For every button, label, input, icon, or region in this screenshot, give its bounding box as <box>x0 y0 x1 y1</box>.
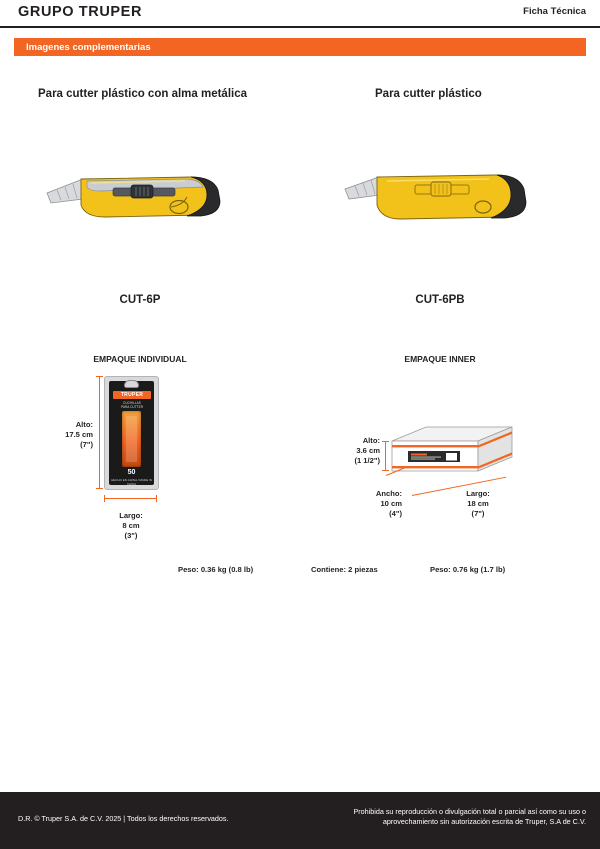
largo-label-left: Largo: <box>119 511 143 520</box>
alto-inches-left: (7") <box>80 440 93 450</box>
column-title-right: Para cutter plástico <box>375 88 482 100</box>
largo-value-left: 8 cm <box>122 521 140 531</box>
dimension-alto-left <box>38 420 93 450</box>
ancho-value-right: 10 cm <box>380 499 402 509</box>
column-title-left: Para cutter plástico con alma metálica <box>38 88 248 100</box>
packaging-title-left: EMPAQUE INDIVIDUAL <box>93 354 187 364</box>
blister-brand-logo: TRUPER <box>113 391 151 399</box>
blister-blades <box>126 416 137 462</box>
blister-text-line2: PARA CUTTER <box>120 405 144 409</box>
document-type-label: Ficha Técnica <box>523 6 586 17</box>
weight-left <box>178 565 253 574</box>
alto-label-left: Alto: <box>75 420 93 429</box>
alto-inches-right: (1 1/2") <box>354 456 380 466</box>
blister-text-line1: CUCHILLAS <box>123 401 141 405</box>
footer-copyright: D.R. © Truper S.A. de C.V. 2025 | Todos los derechos reservados. <box>18 814 229 823</box>
product-code-right: CUT-6PB <box>415 294 465 306</box>
dim-cap-alto-left-top <box>96 376 103 377</box>
ancho-inches-right: (4") <box>389 509 402 519</box>
largo-value-right: 18 cm <box>467 499 489 509</box>
weight-value-left: 0.36 kg (0.8 lb) <box>200 565 254 574</box>
inner-box-image <box>390 425 514 491</box>
blister-package-image <box>104 376 159 490</box>
blister-bottom-text: HECHO EN CHINA / MADE IN CHINA <box>111 478 152 486</box>
weight-value-right: 0.76 kg (1.7 lb) <box>452 565 506 574</box>
dim-cap-alto-right-top <box>382 441 389 442</box>
dim-line-alto-left <box>99 376 100 489</box>
footer-legal-notice: Prohibida su reproducción o divulgación total o parcial así como su uso o aprovechamiento sin autorización escrita de Truper, S.A de C.V. <box>353 807 586 827</box>
alto-label-right: Alto: <box>362 436 380 445</box>
dim-cap-alto-left-bottom <box>96 488 103 489</box>
contains-value-right: 2 piezas <box>348 565 378 574</box>
largo-label-right: Largo: <box>466 489 490 498</box>
blister-count: 50 <box>127 469 136 476</box>
dimension-alto-right <box>330 436 380 466</box>
dimension-largo-right <box>445 489 511 519</box>
contains-right <box>311 565 378 574</box>
contains-label-right: Contiene: <box>311 565 347 574</box>
blister-window <box>122 411 141 467</box>
dim-line-largo-left <box>104 498 157 499</box>
page-footer <box>0 792 600 849</box>
section-bar <box>14 38 586 56</box>
largo-inches-left: (3") <box>124 531 138 541</box>
packaging-title-right: EMPAQUE INNER <box>404 354 476 364</box>
product-image-cut-6pb <box>335 155 545 265</box>
weight-label-left: Peso: <box>178 565 199 574</box>
weight-label-right: Peso: <box>430 565 451 574</box>
dim-cap-alto-right-bottom <box>382 470 389 471</box>
dimension-largo-left <box>100 511 162 541</box>
dimension-ancho-right <box>352 489 402 519</box>
alto-value-right: 3.6 cm <box>356 446 380 456</box>
dim-cap-largo-left-end <box>156 495 157 502</box>
brand-logo: GRUPO TRUPER <box>18 4 143 20</box>
dim-cap-largo-left-start <box>104 495 105 502</box>
weight-right <box>430 565 505 574</box>
page-header <box>0 0 600 28</box>
product-code-left: CUT-6P <box>119 294 161 306</box>
alto-value-left: 17.5 cm <box>65 430 93 440</box>
dim-line-alto-right <box>385 441 386 471</box>
largo-inches-right: (7") <box>471 509 485 519</box>
ancho-label-right: Ancho: <box>375 489 402 498</box>
product-image-cut-6p <box>35 155 245 265</box>
blister-hang-hole <box>124 380 139 388</box>
section-title: Imagenes complementarias <box>26 42 151 53</box>
